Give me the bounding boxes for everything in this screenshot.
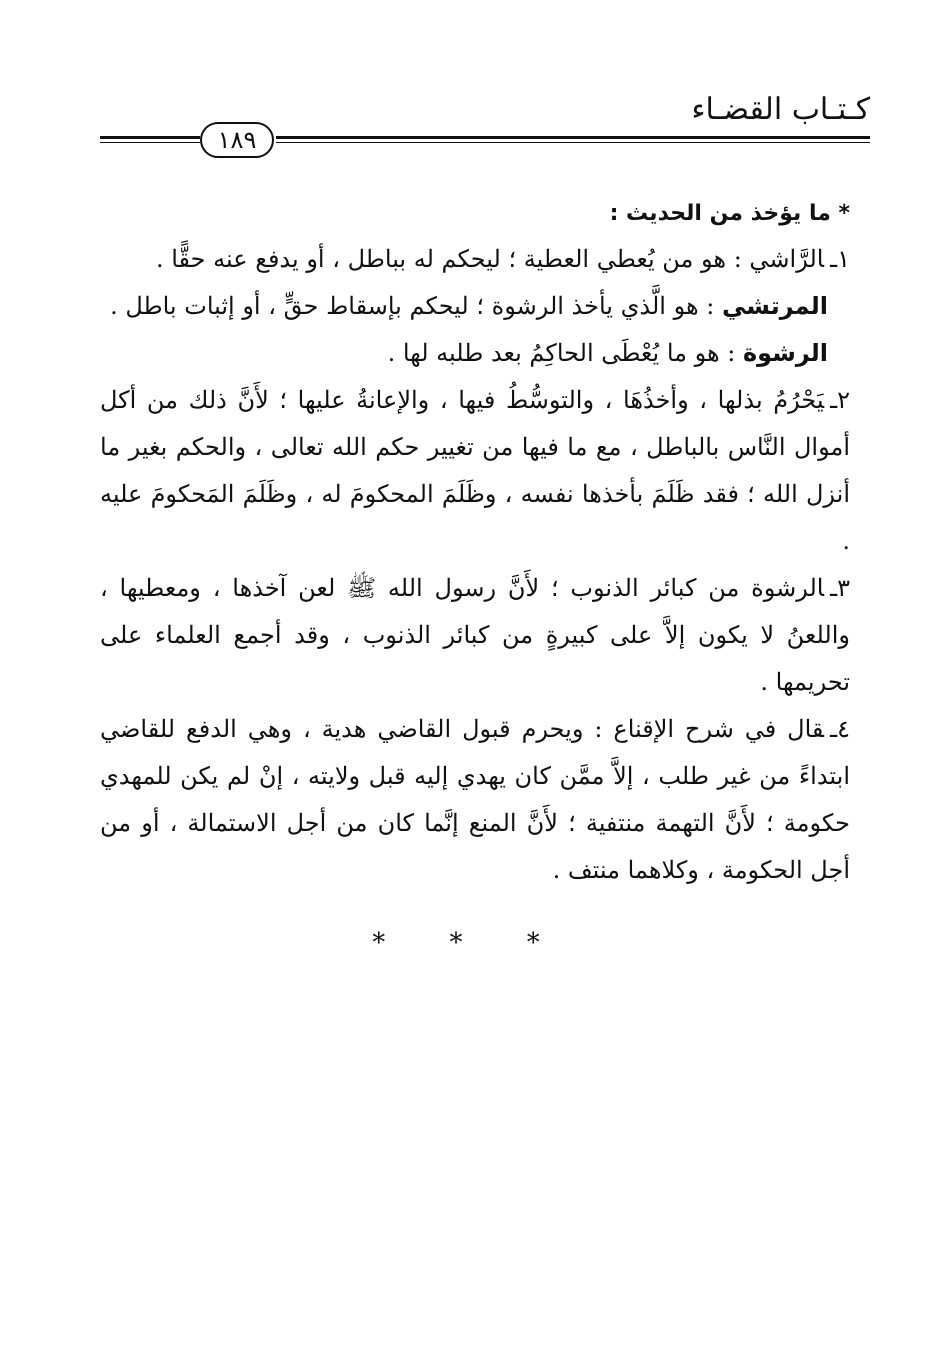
definition-murtashi: [100, 283, 850, 330]
definition-term: الرشوة: [743, 339, 828, 367]
definition-text: : هو ما يُعْطَى الحاكِمُ بعد طلبه لها .: [387, 339, 744, 367]
list-item-2: [100, 377, 850, 565]
item-number: ٤ـ: [830, 715, 850, 743]
item-text: قال في شرح الإقناع : ويحرم قبول القاضي هدية ، وهي الدفع للقاضي ابتداءً من غير طلب ، إلاَّ ممَّن كان يهدي إليه قبل ولايته ، إنْ لم يكن للمهدي حكومة ؛ لأَنَّ التهمة منتفية ؛ لأَنَّ المنع إنَّما كان من أجل الاستمالة ، أو من أجل الحكومة ، وكلاهما منتف .: [100, 715, 850, 884]
list-item-4: [100, 706, 850, 894]
header-rule-left: [100, 136, 200, 143]
definition-text: : هو الَّذي يأخذ الرشوة ؛ ليحكم بإسقاط حقٍّ ، أو إثبات باطل .: [110, 292, 723, 320]
item-number: ١ـ: [830, 245, 850, 273]
running-title: كـتـاب القضـاء: [691, 92, 870, 127]
item-text: الرشوة من كبائر الذنوب ؛ لأَنَّ رسول الله ﷺ لعن آخذها ، ومعطيها ، واللعنُ لا يكون إلاَّ على كبيرةٍ من كبائر الذنوب ، وقد أجمع العلماء على تحريمها .: [100, 574, 850, 696]
definition-term: المرتشي: [722, 292, 828, 320]
item-text: الرَّاشي : هو من يُعطي العطية ؛ ليحكم له بباطل ، أو يدفع عنه حقًّا .: [155, 245, 825, 273]
page-number: ١٨٩: [200, 122, 274, 158]
list-item-3: [100, 565, 850, 706]
item-number: ٣ـ: [830, 574, 850, 602]
list-item-1: [100, 236, 850, 283]
section-heading: * ما يؤخذ من الحديث :: [609, 201, 850, 226]
section-separator: * * *: [372, 928, 568, 958]
item-number: ٢ـ: [830, 386, 850, 414]
header-rule-right: [276, 136, 870, 143]
item-text: يَحْرُمُ بذلها ، وأخذُهَا ، والتوسُّطُ فيها ، والإعانةُ عليها ؛ لأَنَّ ذلك من أكل أموال النَّاس بالباطل ، مع ما فيها من تغيير حكم الله تعالى ، والحكم بغير ما أنزل الله ؛ فقد ظَلَمَ بأخذها نفسه ، وظَلَمَ المحكومَ له ، وظَلَمَ المَحكومَ عليه .: [100, 386, 851, 555]
main-content: [100, 192, 850, 894]
definition-rishwa: [100, 330, 850, 377]
